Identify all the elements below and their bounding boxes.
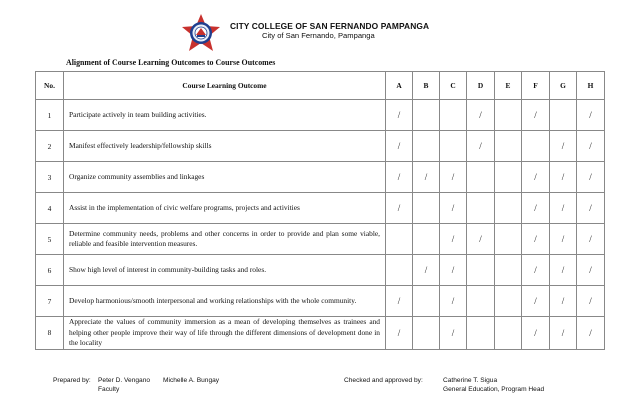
- outcome-text: Show high level of interest in community-building tasks and roles.: [64, 255, 386, 286]
- mark-cell-c: /: [440, 224, 467, 255]
- table-row: [36, 286, 605, 317]
- mark-cell-f: /: [522, 100, 550, 131]
- college-seal-logo: [180, 13, 222, 53]
- mark-cell-g: /: [550, 286, 577, 317]
- mark-cell-f: /: [522, 224, 550, 255]
- mark-cell-c: /: [440, 162, 467, 193]
- column-header-b: B: [413, 72, 440, 100]
- outcome-text: Organize community assemblies and linkages: [64, 162, 386, 193]
- column-header-d: D: [467, 72, 495, 100]
- mark-cell-e: [495, 317, 522, 350]
- mark-cell-c: /: [440, 255, 467, 286]
- outcome-text: Assist in the implementation of civic welfare programs, projects and activities: [64, 193, 386, 224]
- column-header-g: G: [550, 72, 577, 100]
- column-header-f: F: [522, 72, 550, 100]
- mark-cell-g: /: [550, 193, 577, 224]
- column-header-outcome: Course Learning Outcome: [64, 72, 386, 100]
- mark-cell-d: /: [467, 224, 495, 255]
- mark-cell-e: [495, 193, 522, 224]
- mark-cell-h: /: [577, 131, 605, 162]
- mark-cell-f: /: [522, 162, 550, 193]
- mark-cell-d: [467, 162, 495, 193]
- mark-cell-c: [440, 131, 467, 162]
- mark-cell-d: /: [467, 131, 495, 162]
- mark-cell-f: /: [522, 286, 550, 317]
- mark-cell-g: [550, 100, 577, 131]
- column-header-h: H: [577, 72, 605, 100]
- table-caption: Alignment of Course Learning Outcomes to Course Outcomes: [66, 58, 276, 67]
- table-row: [36, 255, 605, 286]
- mark-cell-d: [467, 193, 495, 224]
- mark-cell-d: [467, 255, 495, 286]
- mark-cell-d: [467, 286, 495, 317]
- mark-cell-g: /: [550, 255, 577, 286]
- preparer-1-name: Peter D. Vengano: [98, 377, 151, 384]
- mark-cell-b: /: [413, 162, 440, 193]
- mark-cell-b: [413, 224, 440, 255]
- mark-cell-f: /: [522, 255, 550, 286]
- mark-cell-g: /: [550, 131, 577, 162]
- mark-cell-b: [413, 100, 440, 131]
- mark-cell-f: /: [522, 193, 550, 224]
- mark-cell-e: [495, 131, 522, 162]
- mark-cell-d: /: [467, 100, 495, 131]
- mark-cell-a: [386, 255, 413, 286]
- column-header-no: No.: [36, 72, 64, 100]
- table-row: [36, 162, 605, 193]
- approver-block: [443, 376, 544, 394]
- row-number: 2: [36, 131, 64, 162]
- row-number: 4: [36, 193, 64, 224]
- school-name: CITY COLLEGE OF SAN FERNANDO PAMPANGA: [230, 21, 430, 31]
- mark-cell-e: [495, 162, 522, 193]
- outcome-text: Determine community needs, problems and other concerns in order to provide and plan some viable, reliable and feasible intervention measures.: [64, 224, 386, 255]
- school-city: City of San Fernando, Pampanga: [262, 31, 375, 40]
- table-row: [36, 193, 605, 224]
- mark-cell-a: /: [386, 193, 413, 224]
- mark-cell-a: /: [386, 286, 413, 317]
- preparer-1-role: Faculty: [98, 386, 120, 393]
- mark-cell-e: [495, 100, 522, 131]
- mark-cell-g: /: [550, 224, 577, 255]
- preparer-2-name: Michelle A. Bungay: [163, 377, 220, 384]
- row-number: 5: [36, 224, 64, 255]
- row-number: 6: [36, 255, 64, 286]
- row-number: 3: [36, 162, 64, 193]
- mark-cell-h: /: [577, 224, 605, 255]
- mark-cell-h: /: [577, 286, 605, 317]
- mark-cell-h: /: [577, 162, 605, 193]
- mark-cell-a: /: [386, 162, 413, 193]
- outcome-text: Participate actively in team building activities.: [64, 100, 386, 131]
- mark-cell-a: [386, 224, 413, 255]
- approved-by-label: Checked and approved by:: [344, 377, 423, 384]
- mark-cell-h: /: [577, 317, 605, 350]
- row-number: 8: [36, 317, 64, 350]
- document-header: [0, 0, 638, 60]
- table-row: [36, 317, 605, 350]
- mark-cell-c: [440, 100, 467, 131]
- column-header-e: E: [495, 72, 522, 100]
- mark-cell-g: /: [550, 162, 577, 193]
- mark-cell-e: [495, 255, 522, 286]
- mark-cell-b: [413, 131, 440, 162]
- mark-cell-c: /: [440, 317, 467, 350]
- mark-cell-h: /: [577, 193, 605, 224]
- column-header-a: A: [386, 72, 413, 100]
- table-row: [36, 131, 605, 162]
- mark-cell-a: /: [386, 100, 413, 131]
- mark-cell-h: /: [577, 100, 605, 131]
- outcome-text: Manifest effectively leadership/fellowship skills: [64, 131, 386, 162]
- table-header-row: [36, 72, 605, 100]
- mark-cell-h: /: [577, 255, 605, 286]
- approver-name: Catherine T. Sigua: [443, 377, 498, 384]
- mark-cell-c: /: [440, 286, 467, 317]
- mark-cell-a: /: [386, 317, 413, 350]
- alignment-table: [35, 71, 605, 350]
- mark-cell-f: [522, 131, 550, 162]
- table-row: [36, 100, 605, 131]
- outcome-text: Develop harmonious/smooth interpersonal and working relationships with the whole community.: [64, 286, 386, 317]
- mark-cell-c: /: [440, 193, 467, 224]
- mark-cell-f: /: [522, 317, 550, 350]
- column-header-c: C: [440, 72, 467, 100]
- row-number: 1: [36, 100, 64, 131]
- prepared-by-label: Prepared by:: [53, 377, 91, 384]
- outcome-text: Appreciate the values of community immersion as a mean of developing themselves as trainees and helping other people improve their way of life through the different dimensions of development done in the locality: [64, 317, 386, 350]
- mark-cell-b: /: [413, 255, 440, 286]
- mark-cell-b: [413, 193, 440, 224]
- mark-cell-b: [413, 286, 440, 317]
- mark-cell-g: /: [550, 317, 577, 350]
- mark-cell-b: [413, 317, 440, 350]
- preparer-block: [98, 376, 150, 394]
- mark-cell-e: [495, 286, 522, 317]
- mark-cell-a: /: [386, 131, 413, 162]
- row-number: 7: [36, 286, 64, 317]
- approver-role: General Education, Program Head: [443, 386, 545, 393]
- mark-cell-d: [467, 317, 495, 350]
- mark-cell-e: [495, 224, 522, 255]
- table-row: [36, 224, 605, 255]
